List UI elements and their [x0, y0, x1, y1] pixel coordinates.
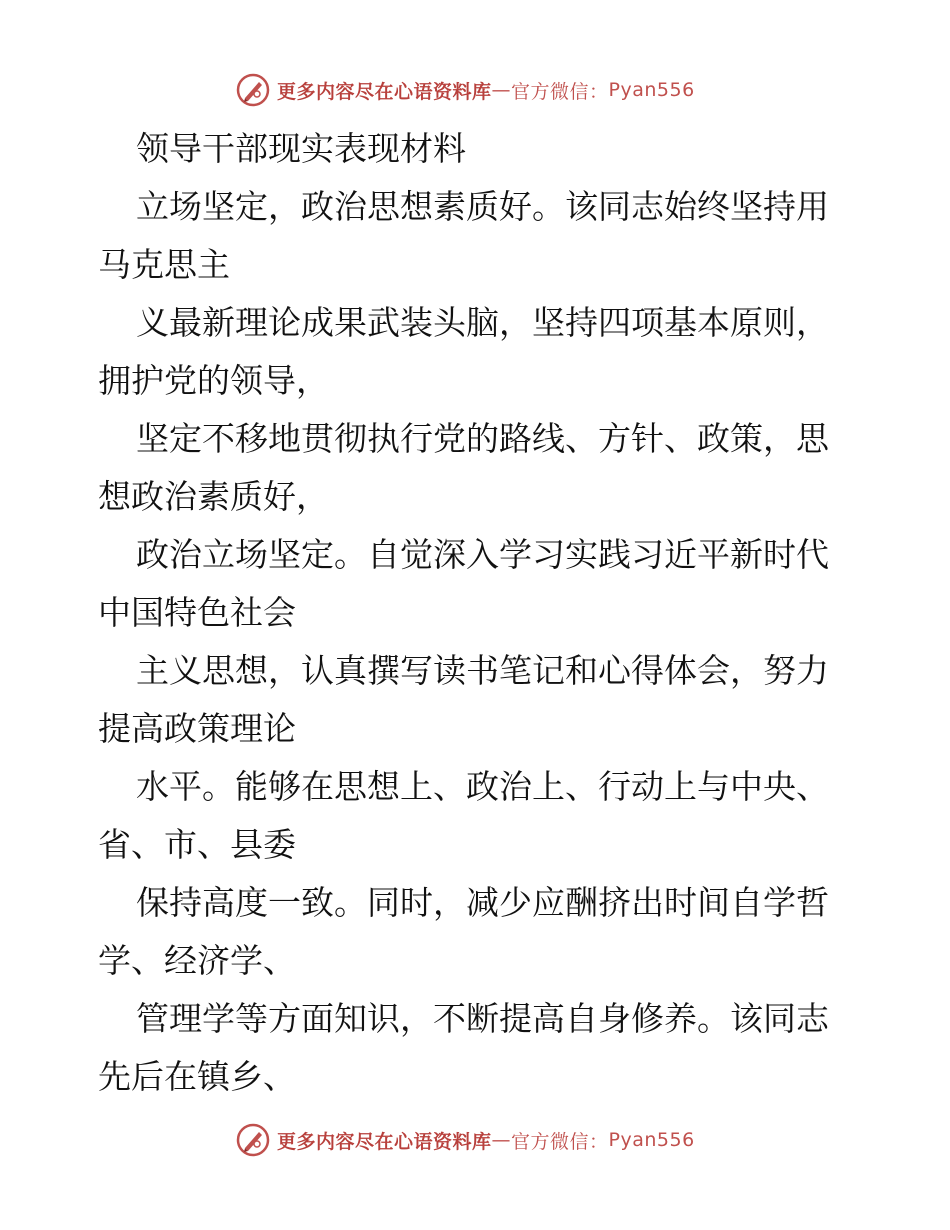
- paragraph-line: 水平。能够在思想上、政治上、行动上与中央、: [136, 767, 829, 806]
- watermark-wechat-label: 官方微信：: [511, 1130, 609, 1153]
- paragraph-line: 马克思主: [98, 245, 230, 284]
- paragraph-line: 省、市、县委: [98, 825, 296, 864]
- watermark-separator: —: [491, 1129, 512, 1151]
- paragraph-line: 先后在镇乡、: [98, 1057, 296, 1096]
- paragraph-line: 拥护党的领导，: [98, 361, 329, 400]
- paragraph-line: 想政治素质好，: [98, 477, 329, 516]
- pen-logo-icon: [235, 72, 271, 108]
- document-body: [98, 120, 858, 1106]
- watermark-wechat-label: 官方微信：: [511, 80, 609, 103]
- watermark-main-text: 更多内容尽在心语资料库: [277, 1130, 492, 1153]
- paragraph-line: 立场坚定，政治思想素质好。该同志始终坚持用: [136, 187, 829, 226]
- paragraph-line: 提高政策理论: [98, 709, 296, 748]
- watermark-wechat-id: Pyan556: [608, 1129, 695, 1151]
- watermark-header: [235, 72, 695, 108]
- paragraph-line: 管理学等方面知识，不断提高自身修养。该同志: [136, 999, 829, 1038]
- watermark-footer: [235, 1122, 695, 1158]
- watermark-wechat-id: Pyan556: [608, 79, 695, 101]
- paragraph-line: 主义思想，认真撰写读书笔记和心得体会，努力: [136, 651, 829, 690]
- document-title: 领导干部现实表现材料: [136, 129, 466, 168]
- pen-logo-icon: [235, 1122, 271, 1158]
- paragraph-line: 义最新理论成果武装头脑，坚持四项基本原则，: [136, 303, 829, 342]
- paragraph-line: 学、经济学、: [98, 941, 296, 980]
- paragraph-line: 坚定不移地贯彻执行党的路线、方针、政策，思: [136, 419, 829, 458]
- paragraph-line: 中国特色社会: [98, 593, 296, 632]
- paragraph-line: 政治立场坚定。自觉深入学习实践习近平新时代: [136, 535, 829, 574]
- paragraph-line: 保持高度一致。同时，减少应酬挤出时间自学哲: [136, 883, 829, 922]
- watermark-separator: —: [491, 79, 512, 101]
- watermark-main-text: 更多内容尽在心语资料库: [277, 80, 492, 103]
